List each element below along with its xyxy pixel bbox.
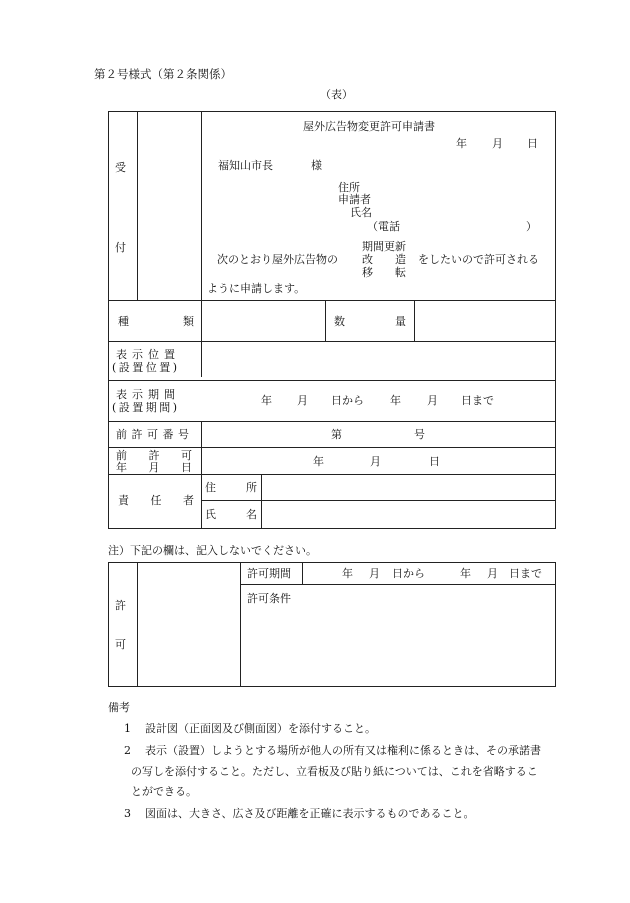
request-prefix: 次のとおり屋外広告物の bbox=[217, 253, 338, 266]
permit-no-go: 号 bbox=[414, 428, 425, 441]
addressee: 福知山市長 bbox=[218, 159, 273, 172]
setup-period-label: (設置期間) bbox=[112, 401, 180, 414]
permit-no-dai: 第 bbox=[331, 428, 342, 441]
applicant-label: 申請者 bbox=[338, 193, 371, 206]
period-until: 日まで bbox=[461, 394, 494, 407]
applicant-name-label: 氏名 bbox=[350, 206, 372, 219]
remark-3-num: 3 bbox=[124, 807, 131, 820]
display-location-label: 表示位置 bbox=[116, 348, 180, 361]
form-number: 第２号様式（第２条関係） bbox=[94, 67, 232, 81]
permit-until: 日まで bbox=[509, 567, 542, 580]
remark-2-line-3: とができる。 bbox=[131, 785, 197, 798]
note-text: 注）下記の欄は、記入しないでください。 bbox=[108, 544, 317, 557]
permit-month-1: 月 bbox=[369, 567, 380, 580]
application-title: 屋外広告物変更許可申請書 bbox=[303, 120, 435, 133]
remark-2-num: 2 bbox=[124, 744, 131, 757]
date-month: 月 bbox=[492, 137, 503, 150]
responsible-label: 責 任 者 bbox=[118, 494, 194, 507]
period-from: 日から bbox=[331, 394, 364, 407]
permit-from: 日から bbox=[392, 567, 425, 580]
remark-1-line-1: 設計図（正面図及び側面図）を添付すること。 bbox=[145, 722, 376, 735]
remark-2-line-2: の写しを添付すること。ただし、立看板及び貼り紙については、これを省略するこ bbox=[131, 765, 538, 778]
applicant-address-label: 住所 bbox=[338, 181, 360, 194]
date-year: 年 bbox=[456, 137, 467, 150]
permit-char-1: 許 bbox=[115, 599, 126, 612]
period-month-1: 月 bbox=[297, 394, 308, 407]
remark-1-num: 1 bbox=[124, 722, 131, 735]
permit-month-2: 月 bbox=[487, 567, 498, 580]
remarks-title: 備考 bbox=[108, 701, 130, 714]
setup-location-label: (設置位置) bbox=[112, 361, 180, 374]
period-year-2: 年 bbox=[390, 394, 401, 407]
resp-name-label: 氏 名 bbox=[205, 508, 257, 521]
permit-period-label: 許可期間 bbox=[247, 567, 291, 580]
type-label: 種 類 bbox=[118, 315, 194, 328]
option-renewal: 期間更新 bbox=[362, 240, 406, 253]
permit-table bbox=[108, 562, 556, 687]
date-value-month: 月 bbox=[370, 455, 381, 468]
option-move: 移 転 bbox=[362, 266, 406, 279]
prev-permit-date-bottom: 年 月 日 bbox=[116, 461, 192, 474]
prev-permit-date-top: 前 許 可 bbox=[116, 449, 192, 462]
permit-conditions-label: 許可条件 bbox=[247, 592, 291, 605]
form-side: （表） bbox=[320, 88, 353, 101]
period-year-1: 年 bbox=[261, 394, 272, 407]
reception-char-2: 付 bbox=[115, 241, 126, 254]
remark-2-line-1: 表示（設置）しようとする場所が他人の所有又は権利に係るときは、その承諾書 bbox=[145, 744, 541, 757]
remark-3-line-1: 図面は、大きさ、広さ及び距離を正確に表示するものであること。 bbox=[145, 807, 475, 820]
quantity-label: 数 量 bbox=[334, 315, 406, 328]
applicant-tel-label: （電話 bbox=[367, 220, 400, 233]
reception-char-1: 受 bbox=[115, 161, 126, 174]
request-suffix: をしたいので許可される bbox=[418, 253, 539, 266]
permit-year-2: 年 bbox=[460, 567, 471, 580]
request-end: ように申請します。 bbox=[207, 282, 306, 295]
permit-char-2: 可 bbox=[115, 638, 126, 651]
date-day: 日 bbox=[527, 137, 538, 150]
option-modify: 改 造 bbox=[362, 253, 406, 266]
date-value-day: 日 bbox=[429, 455, 440, 468]
period-month-2: 月 bbox=[427, 394, 438, 407]
permit-year-1: 年 bbox=[342, 567, 353, 580]
display-period-label: 表示期間 bbox=[116, 388, 180, 401]
resp-address-label: 住 所 bbox=[205, 481, 257, 494]
applicant-tel-close: ） bbox=[526, 220, 537, 233]
honorific: 様 bbox=[311, 159, 322, 172]
date-value-year: 年 bbox=[313, 455, 324, 468]
prev-permit-no-label: 前許可番号 bbox=[116, 428, 194, 441]
